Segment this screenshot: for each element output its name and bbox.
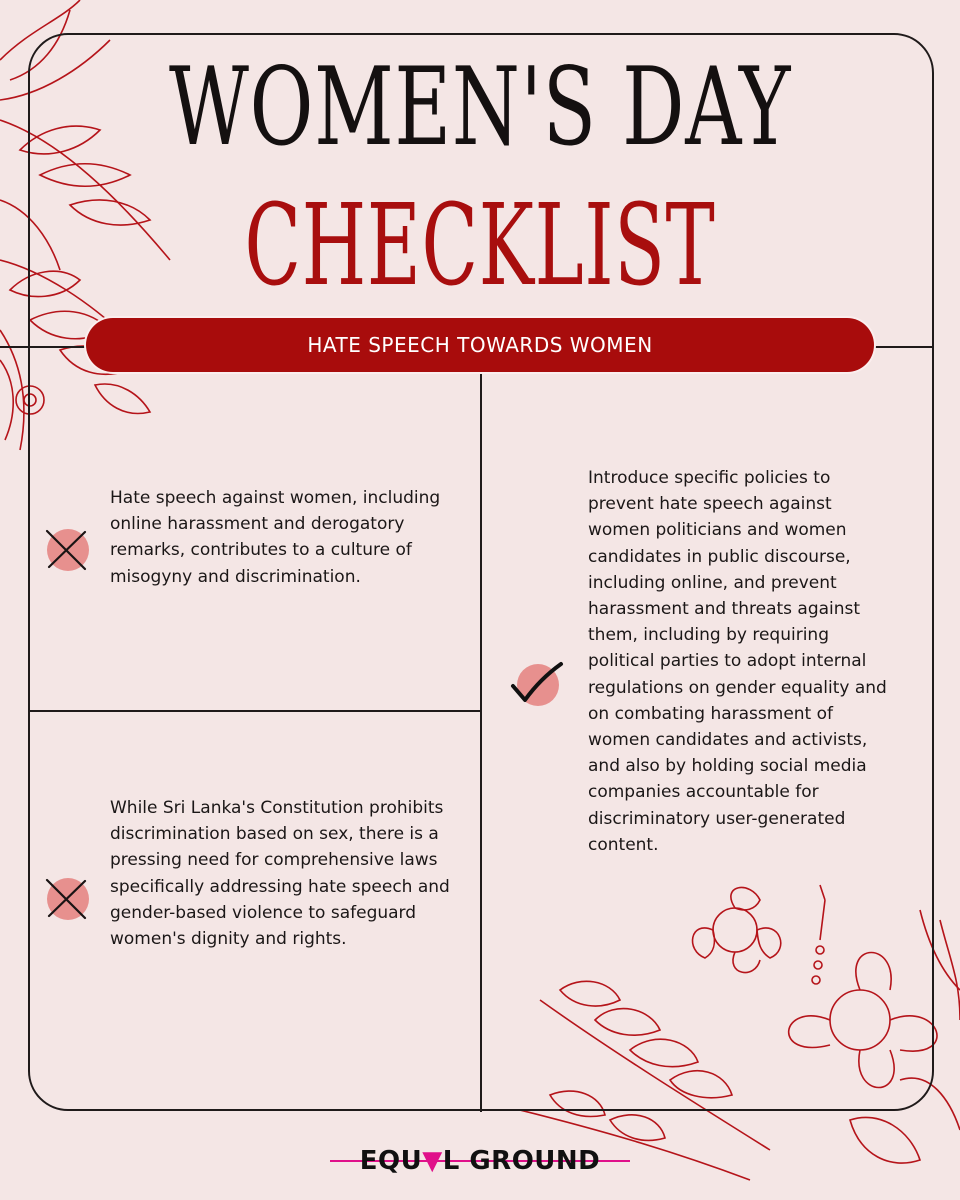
logo-triangle-icon: ▼: [422, 1146, 443, 1176]
divider-vertical: [480, 372, 482, 1112]
checklist-item-2: While Sri Lanka's Constitution prohibits discrimination based on sex, there is a pressing need for comprehensive laws specifically addressing hate speech and gender-based violence to safeguard women's dignity and rights.: [110, 798, 450, 950]
equal-ground-logo: [330, 1144, 630, 1178]
divider-banner-right: [872, 346, 934, 348]
divider-left-middle: [28, 710, 480, 712]
logo-wordmark: [330, 1144, 630, 1178]
cross-icon: [47, 529, 89, 571]
logo-text-left: EQU: [359, 1146, 423, 1176]
logo-text-right: L GROUND: [442, 1146, 601, 1176]
topic-banner: [86, 318, 874, 372]
title-checklist: CHECKLIST: [244, 181, 716, 311]
checklist-item-1: Hate speech against women, including online harassment and derogatory remarks, contributes to a culture of misogyny and discrimination.: [110, 488, 441, 587]
checklist-item-3: Introduce specific policies to prevent hate speech against women politicians and women candidates in public discourse, including online, and prevent harassment and threats against them, including by requiring political parties to adopt internal regulations on gender equality and on combating harassment of women candidates and activists, and also by holding social media companies accountable for discriminatory user-generated content.: [588, 468, 887, 855]
topic-banner-label: HATE SPEECH TOWARDS WOMEN: [307, 333, 653, 357]
divider-banner-left: [0, 346, 90, 348]
title-womens-day: WOMEN'S DAY: [168, 45, 792, 170]
check-icon: [517, 664, 559, 706]
cross-icon: [47, 878, 89, 920]
